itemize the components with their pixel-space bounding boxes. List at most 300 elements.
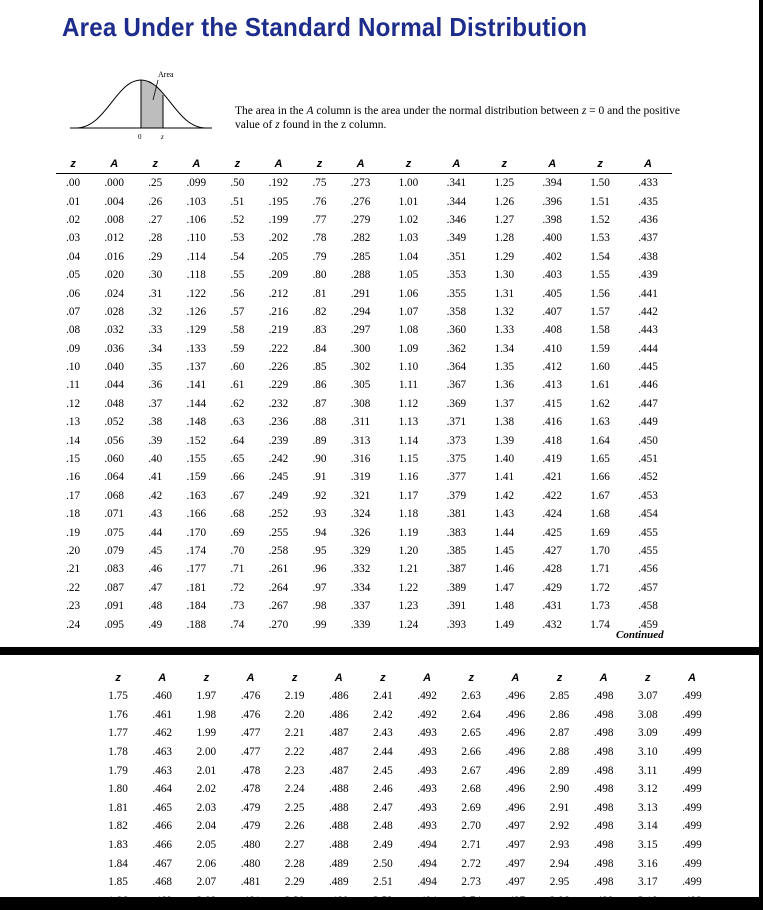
column-header-a: A: [432, 155, 480, 174]
table-row: [56, 450, 672, 468]
area-value-cell: .346: [446, 213, 467, 226]
area-value-cell: .402: [542, 250, 562, 263]
area-value-cell: .467: [152, 857, 172, 870]
area-value-cell: .455: [638, 545, 658, 557]
area-value-cell: .375: [446, 453, 467, 466]
z-value-cell: .57: [230, 305, 245, 318]
z-value-cell: .88: [312, 416, 327, 429]
table-row: [56, 192, 672, 210]
z-value-cell: .29: [148, 250, 163, 263]
area-value-cell: .499: [682, 876, 702, 889]
z-value-cell: .63: [230, 416, 245, 429]
z-value-cell: 2.07: [196, 876, 217, 889]
area-value-cell: .249: [268, 489, 289, 502]
z-value-cell: 1.14: [398, 434, 419, 447]
z-value-cell: .17: [66, 489, 81, 502]
z-value-cell: .54: [230, 250, 245, 263]
area-value-cell: .294: [350, 305, 371, 318]
area-value-cell: .494: [417, 839, 437, 852]
z-value-cell: 1.29: [494, 250, 515, 263]
z-value-cell: .44: [148, 526, 163, 539]
z-value-cell: 1.67: [590, 489, 610, 502]
area-value-cell: .499: [682, 820, 702, 833]
table-row: [56, 413, 672, 431]
z-value-cell: 2.86: [549, 708, 570, 721]
z-value-cell: 1.20: [398, 545, 419, 557]
z-value-cell: 1.08: [398, 324, 419, 337]
column-header-a: A: [246, 672, 255, 684]
area-value-cell: .181: [186, 581, 207, 594]
table-row: [56, 266, 672, 284]
area-value-cell: .302: [350, 361, 371, 374]
area-value-cell: .477: [240, 746, 261, 759]
z-value-cell: .90: [312, 453, 327, 466]
table-row: [56, 303, 672, 321]
z-value-cell: 1.31: [494, 287, 515, 300]
area-label: Area: [158, 70, 174, 79]
area-value-cell: .118: [186, 269, 206, 282]
area-value-cell: .264: [268, 581, 289, 594]
z-value-cell: 2.24: [284, 783, 305, 796]
z-value-cell: .53: [230, 232, 245, 245]
table-row: [56, 358, 672, 376]
z-value-cell: .95: [312, 545, 327, 557]
z-value-cell: 2.93: [549, 839, 570, 852]
table-row: [96, 724, 714, 743]
area-value-cell: .488: [328, 839, 349, 852]
z-value-cell: 2.00: [196, 746, 217, 759]
area-value-cell: .415: [542, 397, 562, 410]
z-value-cell: 1.30: [494, 269, 515, 282]
area-value-cell: .499: [682, 783, 702, 796]
z-value-cell: .05: [66, 269, 81, 282]
area-value-cell: .479: [240, 820, 261, 833]
z-value-cell: 1.76: [108, 708, 128, 721]
z-value-cell: 1.21: [398, 563, 419, 576]
z-value-cell: .51: [230, 195, 245, 208]
z-value-cell: 1.53: [590, 232, 610, 245]
table-row: [56, 523, 672, 541]
area-value-cell: .477: [240, 727, 261, 740]
area-value-cell: .494: [417, 894, 437, 907]
table-row: [56, 174, 672, 193]
area-value-cell: .036: [104, 342, 124, 355]
z-value-cell: 1.83: [108, 839, 128, 852]
column-header-a: A: [337, 155, 385, 174]
z-value-cell: 3.12: [637, 783, 658, 796]
area-value-cell: .236: [268, 416, 289, 429]
area-value-cell: .458: [638, 600, 658, 613]
area-value-cell: .398: [542, 213, 562, 226]
area-value-cell: .099: [186, 177, 207, 190]
z-value-cell: .72: [230, 581, 245, 594]
table-row: [56, 321, 672, 339]
z-value-cell: 1.10: [398, 361, 419, 374]
z-value-cell: .33: [148, 324, 163, 337]
area-value-cell: .110: [186, 232, 206, 245]
z-value-cell: 2.64: [461, 708, 481, 721]
z-value-cell: 1.05: [398, 269, 419, 282]
z-value-cell: 1.00: [398, 177, 419, 190]
area-value-cell: .487: [328, 727, 349, 740]
area-value-cell: .433: [638, 177, 658, 190]
page-title: Area Under the Standard Normal Distribution: [62, 12, 588, 42]
z-value-cell: 2.88: [549, 746, 570, 759]
table-row: [56, 615, 672, 633]
area-value-cell: .408: [542, 324, 562, 337]
z-value-cell: 2.27: [284, 839, 305, 852]
area-value-cell: .488: [328, 783, 349, 796]
area-value-cell: .492: [417, 708, 437, 721]
table-row: [96, 817, 714, 836]
area-value-cell: .300: [350, 342, 371, 355]
area-value-cell: .044: [104, 379, 124, 392]
area-value-cell: .488: [328, 801, 349, 814]
area-value-cell: .083: [104, 563, 124, 576]
z-value-cell: .01: [66, 195, 81, 208]
z-value-cell: .26: [148, 195, 163, 208]
z-value-cell: .76: [312, 195, 327, 208]
area-value-cell: .497: [505, 839, 526, 852]
area-value-cell: .133: [186, 342, 207, 355]
area-value-cell: .316: [350, 453, 371, 466]
area-value-cell: .048: [104, 397, 124, 410]
z-value-cell: 2.91: [549, 801, 570, 814]
z-value-cell: .38: [148, 416, 163, 429]
area-value-cell: .313: [350, 434, 371, 447]
table-row: [56, 597, 672, 615]
area-value-cell: .498: [593, 801, 614, 814]
column-header-a: A: [624, 155, 672, 174]
z-value-cell: 1.59: [590, 342, 610, 355]
z-value-cell: 1.73: [590, 600, 610, 613]
z-value-cell: 1.23: [398, 600, 419, 613]
z-value-cell: 2.44: [373, 746, 393, 759]
z-value-cell: 2.41: [373, 690, 393, 703]
area-value-cell: .494: [417, 857, 437, 870]
z-value-cell: 3.13: [637, 801, 658, 814]
area-value-cell: .454: [638, 508, 658, 521]
area-value-cell: .466: [152, 820, 172, 833]
area-value-cell: .184: [186, 600, 207, 613]
z-value-cell: .77: [312, 213, 327, 226]
area-value-cell: .419: [542, 453, 562, 466]
area-value-cell: .464: [152, 783, 172, 796]
z-value-cell: 1.58: [590, 324, 610, 337]
table-row: [56, 505, 672, 523]
area-value-cell: .486: [328, 708, 349, 721]
area-value-cell: .463: [152, 746, 172, 759]
z-value-cell: 1.60: [590, 361, 610, 374]
area-value-cell: .486: [328, 690, 349, 703]
area-value-cell: .457: [638, 581, 658, 594]
area-value-cell: .499: [682, 894, 702, 907]
z-value-cell: 2.30: [284, 894, 305, 907]
area-value-cell: .487: [328, 764, 349, 777]
area-value-cell: .377: [446, 471, 467, 484]
z-value-cell: 1.79: [108, 764, 128, 777]
table-row: [96, 780, 714, 799]
z-value-cell: 1.63: [590, 416, 610, 429]
area-value-cell: .144: [186, 397, 207, 410]
table-row: [96, 854, 714, 873]
area-value-cell: .177: [186, 563, 207, 576]
area-value-cell: .379: [446, 489, 467, 502]
column-header-z: z: [468, 672, 474, 684]
area-value-cell: .469: [152, 894, 172, 907]
z-value-cell: 2.04: [196, 820, 217, 833]
area-value-cell: .166: [186, 508, 207, 521]
area-value-cell: .012: [104, 232, 124, 245]
area-value-cell: .129: [186, 324, 207, 337]
area-value-cell: .493: [417, 801, 437, 814]
area-value-cell: .432: [542, 618, 562, 631]
table-row: [96, 799, 714, 818]
area-value-cell: .498: [593, 708, 614, 721]
area-value-cell: .424: [542, 508, 562, 521]
area-value-cell: .497: [505, 876, 526, 889]
z-value-cell: .03: [66, 232, 81, 245]
area-value-cell: .498: [593, 839, 614, 852]
area-value-cell: .389: [446, 581, 467, 594]
area-value-cell: .064: [104, 471, 124, 484]
table-row: [56, 284, 672, 302]
z-value-cell: 1.46: [494, 563, 515, 576]
z-value-cell: 2.49: [373, 839, 393, 852]
z-value-cell: 1.85: [108, 876, 128, 889]
z-value-cell: 1.24: [398, 618, 419, 631]
area-value-cell: .407: [542, 305, 562, 318]
area-value-cell: .444: [638, 342, 658, 355]
area-value-cell: .216: [268, 305, 289, 318]
area-value-cell: .087: [104, 581, 124, 594]
area-value-cell: .499: [682, 727, 702, 740]
z-value-cell: 2.72: [461, 857, 481, 870]
z-value-cell: 1.64: [590, 434, 610, 447]
area-value-cell: .488: [328, 820, 349, 833]
area-value-cell: .435: [638, 195, 658, 208]
area-value-cell: .431: [542, 600, 562, 613]
z-value-cell: 1.50: [590, 177, 610, 190]
area-value-cell: .148: [186, 416, 207, 429]
area-value-cell: .016: [104, 250, 124, 263]
table-page-bottom: [0, 655, 759, 907]
area-value-cell: .155: [186, 453, 207, 466]
column-header-z: z: [115, 672, 121, 684]
area-value-cell: .276: [350, 195, 371, 208]
z-value-cell: 1.22: [398, 581, 419, 594]
z-value-cell: 2.63: [461, 690, 481, 703]
z-value-cell: 1.01: [398, 195, 419, 208]
z-value-cell: 1.78: [108, 746, 128, 759]
z-value-cell: .39: [148, 434, 163, 447]
column-header-z: z: [480, 155, 528, 174]
z-value-cell: 1.51: [590, 195, 610, 208]
z-value-cell: 1.43: [494, 508, 515, 521]
z-value-cell: .19: [66, 526, 81, 539]
z-value-cell: 2.51: [373, 876, 393, 889]
area-value-cell: .337: [350, 600, 371, 613]
z-value-cell: 1.66: [590, 471, 610, 484]
area-value-cell: .383: [446, 526, 467, 539]
table-caption: The area in the A column is the area under the normal distribution between z = 0 and the positive value of z found in the z column.: [235, 105, 680, 131]
area-value-cell: .209: [268, 269, 289, 282]
z-value-cell: 2.85: [549, 690, 570, 703]
area-value-cell: .095: [104, 618, 124, 631]
z-value-cell: .35: [148, 361, 163, 374]
z-value-cell: .11: [66, 379, 80, 392]
area-value-cell: .445: [638, 361, 658, 374]
z-value-cell: 2.66: [461, 746, 481, 759]
column-header-a: A: [172, 155, 220, 174]
z-value-cell: 1.82: [108, 820, 128, 833]
table-row: [96, 687, 714, 706]
z-value-cell: .74: [230, 618, 245, 631]
z-value-cell: 1.47: [494, 581, 515, 594]
table-row: [56, 211, 672, 229]
area-value-cell: .079: [104, 545, 124, 557]
column-header-a: A: [511, 672, 520, 684]
table-row: [96, 873, 714, 892]
area-value-cell: .052: [104, 416, 124, 429]
area-value-cell: .447: [638, 397, 658, 410]
z-value-cell: .32: [148, 305, 163, 318]
z-value-cell: 1.77: [108, 727, 128, 740]
area-value-cell: .163: [186, 489, 207, 502]
z-value-cell: 1.45: [494, 545, 515, 557]
table-row: [56, 229, 672, 247]
z-value-cell: 1.74: [590, 618, 610, 631]
table-row: [96, 743, 714, 762]
z-value-cell: 1.99: [196, 727, 217, 740]
z-value-cell: 2.19: [284, 690, 305, 703]
z-value-cell: 2.90: [549, 783, 570, 796]
z-value-cell: .18: [66, 508, 81, 521]
area-value-cell: .478: [240, 764, 261, 777]
area-value-cell: .413: [542, 379, 562, 392]
area-value-cell: .326: [350, 526, 371, 539]
area-value-cell: .452: [638, 471, 658, 484]
z-value-cell: 1.98: [196, 708, 217, 721]
z-value-cell: .81: [312, 287, 327, 300]
column-header-z: z: [138, 155, 172, 174]
area-value-cell: .499: [682, 857, 702, 870]
area-value-cell: .498: [593, 857, 614, 870]
column-header-a: A: [687, 672, 696, 684]
zero-label: 0: [138, 133, 142, 141]
area-value-cell: .060: [104, 453, 124, 466]
area-value-cell: .498: [593, 783, 614, 796]
z-value-cell: 1.19: [398, 526, 419, 539]
area-value-cell: .403: [542, 269, 562, 282]
area-value-cell: .436: [638, 213, 658, 226]
area-value-cell: .438: [638, 250, 658, 263]
z-value-cell: 3.17: [637, 876, 658, 889]
z-value-cell: 1.36: [494, 379, 515, 392]
z-value-cell: 2.50: [373, 857, 393, 870]
area-value-cell: .498: [593, 746, 614, 759]
z-value-cell: .02: [66, 213, 81, 226]
z-value-cell: 1.12: [398, 397, 419, 410]
z-value-cell: .36: [148, 379, 163, 392]
z-value-cell: .42: [148, 489, 163, 502]
z-value-cell: 2.01: [196, 764, 217, 777]
area-value-cell: .493: [417, 746, 437, 759]
z-value-cell: 2.21: [284, 727, 305, 740]
area-value-cell: .020: [104, 269, 124, 282]
z-value-cell: .40: [148, 453, 163, 466]
z-value-cell: 2.68: [461, 783, 481, 796]
area-value-cell: .494: [417, 876, 437, 889]
z-value-cell: .28: [148, 232, 163, 245]
column-header-z: z: [576, 155, 624, 174]
area-value-cell: .344: [446, 195, 467, 208]
z-value-cell: 1.65: [590, 453, 610, 466]
z-value-cell: .85: [312, 361, 327, 374]
area-value-cell: .496: [505, 708, 526, 721]
area-value-cell: .489: [328, 857, 349, 870]
table-row: [56, 487, 672, 505]
area-value-cell: .459: [638, 618, 658, 631]
z-value-cell: 2.67: [461, 764, 481, 777]
area-value-cell: .489: [328, 876, 349, 889]
area-value-cell: .498: [593, 727, 614, 740]
table-row: [96, 761, 714, 780]
z-value-cell: 2.43: [373, 727, 393, 740]
area-value-cell: .499: [682, 801, 702, 814]
area-value-cell: .499: [682, 690, 702, 703]
z-value-cell: 1.13: [398, 416, 419, 429]
z-value-cell: .64: [230, 434, 245, 447]
area-value-cell: .421: [542, 471, 562, 484]
column-header-z: z: [556, 672, 563, 684]
area-value-cell: .446: [638, 379, 658, 392]
area-value-cell: .393: [446, 618, 467, 631]
z-value-cell: 1.40: [494, 453, 515, 466]
z-value-cell: .68: [230, 508, 245, 521]
area-value-cell: .489: [328, 894, 349, 907]
area-value-cell: .114: [186, 250, 206, 263]
z-value-cell: .69: [230, 526, 245, 539]
z-value-cell: .75: [312, 177, 327, 190]
area-value-cell: .137: [186, 361, 207, 374]
z-value-cell: 1.97: [196, 690, 217, 703]
area-value-cell: .396: [542, 195, 562, 208]
column-header-a: A: [528, 155, 576, 174]
table-row: [56, 395, 672, 413]
z-value-cell: 2.73: [461, 876, 481, 889]
area-value-cell: .476: [240, 690, 261, 703]
area-value-cell: .279: [350, 213, 371, 226]
z-value-cell: 3.14: [637, 820, 658, 833]
column-header-a: A: [334, 672, 343, 684]
z-value-cell: .65: [230, 453, 245, 466]
z-value-cell: 2.26: [284, 820, 305, 833]
area-value-cell: .455: [638, 526, 658, 539]
area-value-cell: .226: [268, 361, 289, 374]
area-value-cell: .410: [542, 342, 562, 355]
area-value-cell: .453: [638, 489, 658, 502]
area-value-cell: .170: [186, 526, 207, 539]
z-value-cell: 1.33: [494, 324, 515, 337]
z-value-cell: 1.17: [398, 489, 419, 502]
z-value-cell: .20: [66, 545, 81, 557]
z-value-cell: .23: [66, 600, 81, 613]
area-value-cell: .004: [104, 195, 124, 208]
z-value-cell: .27: [148, 213, 163, 226]
z-value-cell: .37: [148, 397, 163, 410]
z-value-cell: .80: [312, 269, 327, 282]
